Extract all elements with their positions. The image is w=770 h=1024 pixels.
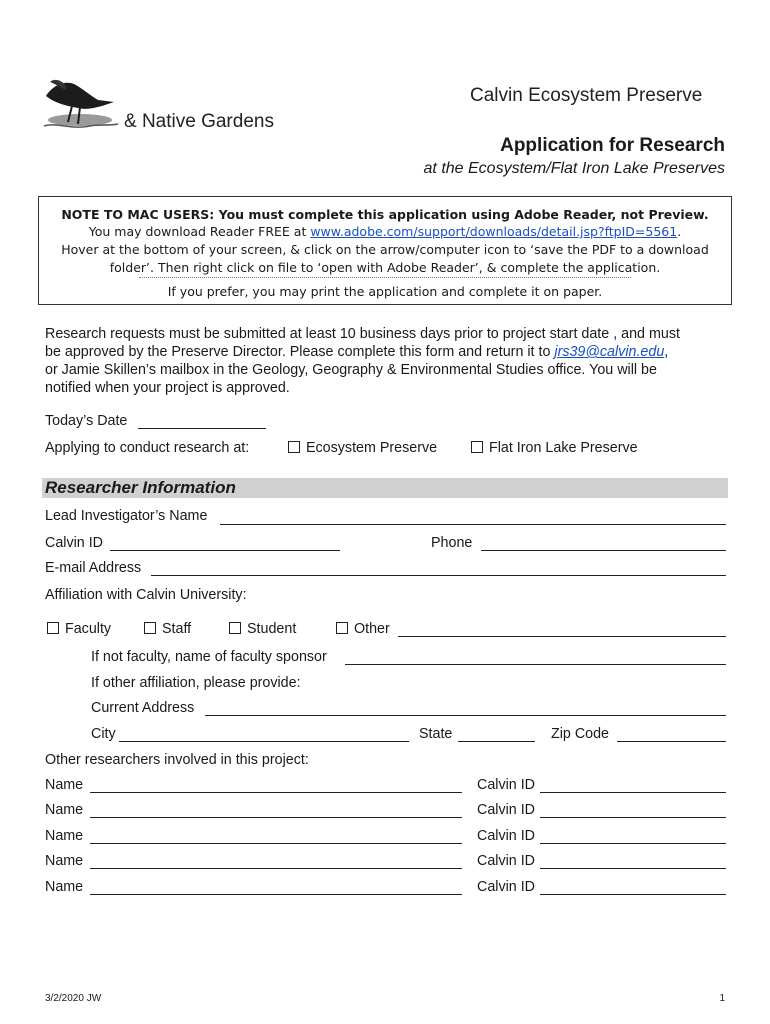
faculty-sponsor-label: If not faculty, name of faculty sponsor bbox=[91, 649, 327, 665]
option-ecosystem[interactable] bbox=[288, 440, 437, 456]
lead-investigator-field[interactable] bbox=[220, 524, 726, 525]
option-flat-iron[interactable] bbox=[471, 440, 638, 456]
email-label: E-mail Address bbox=[45, 560, 142, 576]
ecosystem-checkbox[interactable] bbox=[288, 441, 300, 453]
other-researcher-id-field[interactable] bbox=[540, 868, 726, 869]
state-field[interactable] bbox=[458, 741, 535, 742]
todays-date-field[interactable] bbox=[138, 428, 266, 429]
note-download-period: . bbox=[677, 224, 682, 239]
other-researcher-id-field[interactable] bbox=[540, 894, 726, 895]
other-researcher-id-field[interactable] bbox=[540, 792, 726, 793]
other-researcher-name-label: Name bbox=[45, 853, 84, 869]
affiliation-staff[interactable] bbox=[144, 621, 191, 637]
other-researcher-name-label: Name bbox=[45, 802, 84, 818]
lead-investigator-label: Lead Investigator’s Name bbox=[45, 508, 208, 524]
other-researcher-id-label: Calvin ID bbox=[477, 802, 535, 818]
form-title: Application for Research bbox=[500, 135, 725, 156]
staff-label: Staff bbox=[162, 621, 192, 637]
student-checkbox[interactable] bbox=[229, 622, 241, 634]
org-name-line1: Calvin Ecosystem Preserve bbox=[470, 85, 703, 106]
affiliation-other[interactable] bbox=[336, 621, 390, 637]
calvin-id-label: Calvin ID bbox=[45, 535, 103, 551]
other-researchers-label: Other researchers involved in this project: bbox=[45, 752, 309, 768]
form-subtitle: at the Ecosystem/Flat Iron Lake Preserves bbox=[423, 160, 725, 177]
affiliation-student[interactable] bbox=[229, 621, 296, 637]
note-mac-warning: NOTE TO MAC USERS: You must complete this application using Adobe Reader, not Preview. bbox=[61, 207, 709, 222]
other-researcher-id-label: Calvin ID bbox=[477, 879, 535, 895]
state-label: State bbox=[419, 726, 453, 742]
other-researcher-id-field[interactable] bbox=[540, 817, 726, 818]
faculty-label: Faculty bbox=[65, 621, 112, 637]
note-divider bbox=[139, 277, 631, 278]
flat-iron-label: Flat Iron Lake Preserve bbox=[489, 440, 638, 456]
other-researcher-name-field[interactable] bbox=[90, 817, 462, 818]
other-researcher-name-field[interactable] bbox=[90, 894, 462, 895]
city-label: City bbox=[91, 726, 116, 742]
intro-line2-comma: , bbox=[664, 344, 669, 360]
staff-checkbox[interactable] bbox=[144, 622, 156, 634]
director-email-link[interactable]: jrs39@calvin.edu bbox=[554, 344, 665, 360]
zip-code-label: Zip Code bbox=[551, 726, 610, 742]
other-affiliation-label: If other affiliation, please provide: bbox=[91, 675, 301, 691]
mac-users-note-box bbox=[38, 196, 732, 305]
applying-label: Applying to conduct research at: bbox=[45, 440, 250, 456]
other-researcher-name-label: Name bbox=[45, 828, 84, 844]
intro-line2 bbox=[45, 343, 735, 361]
intro-line2-text: be approved by the Preserve Director. Please complete this form and return it to bbox=[45, 344, 555, 360]
other-researcher-id-label: Calvin ID bbox=[477, 853, 535, 869]
other-checkbox[interactable] bbox=[336, 622, 348, 634]
current-address-label: Current Address bbox=[91, 700, 195, 716]
todays-date-label: Today’s Date bbox=[45, 413, 128, 429]
flat-iron-checkbox[interactable] bbox=[471, 441, 483, 453]
page-number: 1 bbox=[719, 993, 725, 1004]
other-researcher-name-label: Name bbox=[45, 879, 84, 895]
org-name-line2: & Native Gardens bbox=[124, 111, 274, 132]
faculty-checkbox[interactable] bbox=[47, 622, 59, 634]
intro-line4: notified when your project is approved. bbox=[45, 380, 290, 396]
other-researcher-name-field[interactable] bbox=[90, 843, 462, 844]
note-print-option: If you prefer, you may print the application and complete it on paper. bbox=[167, 284, 603, 299]
other-affiliation-field[interactable] bbox=[398, 636, 726, 637]
note-download-text: You may download Reader FREE at bbox=[88, 224, 311, 239]
city-field[interactable] bbox=[119, 741, 409, 742]
footer-date-code: 3/2/2020 JW bbox=[45, 993, 102, 1004]
note-download-line bbox=[39, 224, 731, 239]
email-field[interactable] bbox=[151, 575, 726, 576]
other-researcher-name-label: Name bbox=[45, 777, 84, 793]
other-researcher-name-field[interactable] bbox=[90, 792, 462, 793]
note-open-instructions: folder’. Then right click on file to ‘open with Adobe Reader’, & complete the application. bbox=[109, 260, 661, 275]
intro-line1: Research requests must be submitted at least 10 business days prior to project start date , and must bbox=[45, 326, 680, 342]
student-label: Student bbox=[247, 621, 297, 637]
researcher-section-title: Researcher Information bbox=[45, 478, 236, 497]
calvin-id-field[interactable] bbox=[110, 550, 340, 551]
researcher-section-header bbox=[42, 478, 728, 498]
zip-code-field[interactable] bbox=[617, 741, 726, 742]
phone-field[interactable] bbox=[481, 550, 726, 551]
other-label: Other bbox=[354, 621, 390, 637]
intro-line3: or Jamie Skillen’s mailbox in the Geology, Geography & Environmental Studies office. You will be bbox=[45, 362, 657, 378]
other-researcher-id-field[interactable] bbox=[540, 843, 726, 844]
affiliation-faculty[interactable] bbox=[47, 621, 111, 637]
current-address-field[interactable] bbox=[205, 715, 726, 716]
adobe-download-link[interactable]: www.adobe.com/support/downloads/detail.jsp?ftpID=5561 bbox=[310, 224, 678, 239]
phone-label: Phone bbox=[431, 535, 473, 551]
other-researcher-id-label: Calvin ID bbox=[477, 777, 535, 793]
intro-paragraph bbox=[45, 325, 735, 397]
note-hover-instructions: Hover at the bottom of your screen, & click on the arrow/computer icon to ‘save the PDF to a download bbox=[61, 242, 709, 257]
affiliation-label: Affiliation with Calvin University: bbox=[45, 587, 247, 603]
preserve-bird-logo bbox=[42, 76, 122, 134]
other-researcher-name-field[interactable] bbox=[90, 868, 462, 869]
faculty-sponsor-field[interactable] bbox=[345, 664, 726, 665]
ecosystem-label: Ecosystem Preserve bbox=[306, 440, 438, 456]
other-researcher-id-label: Calvin ID bbox=[477, 828, 535, 844]
